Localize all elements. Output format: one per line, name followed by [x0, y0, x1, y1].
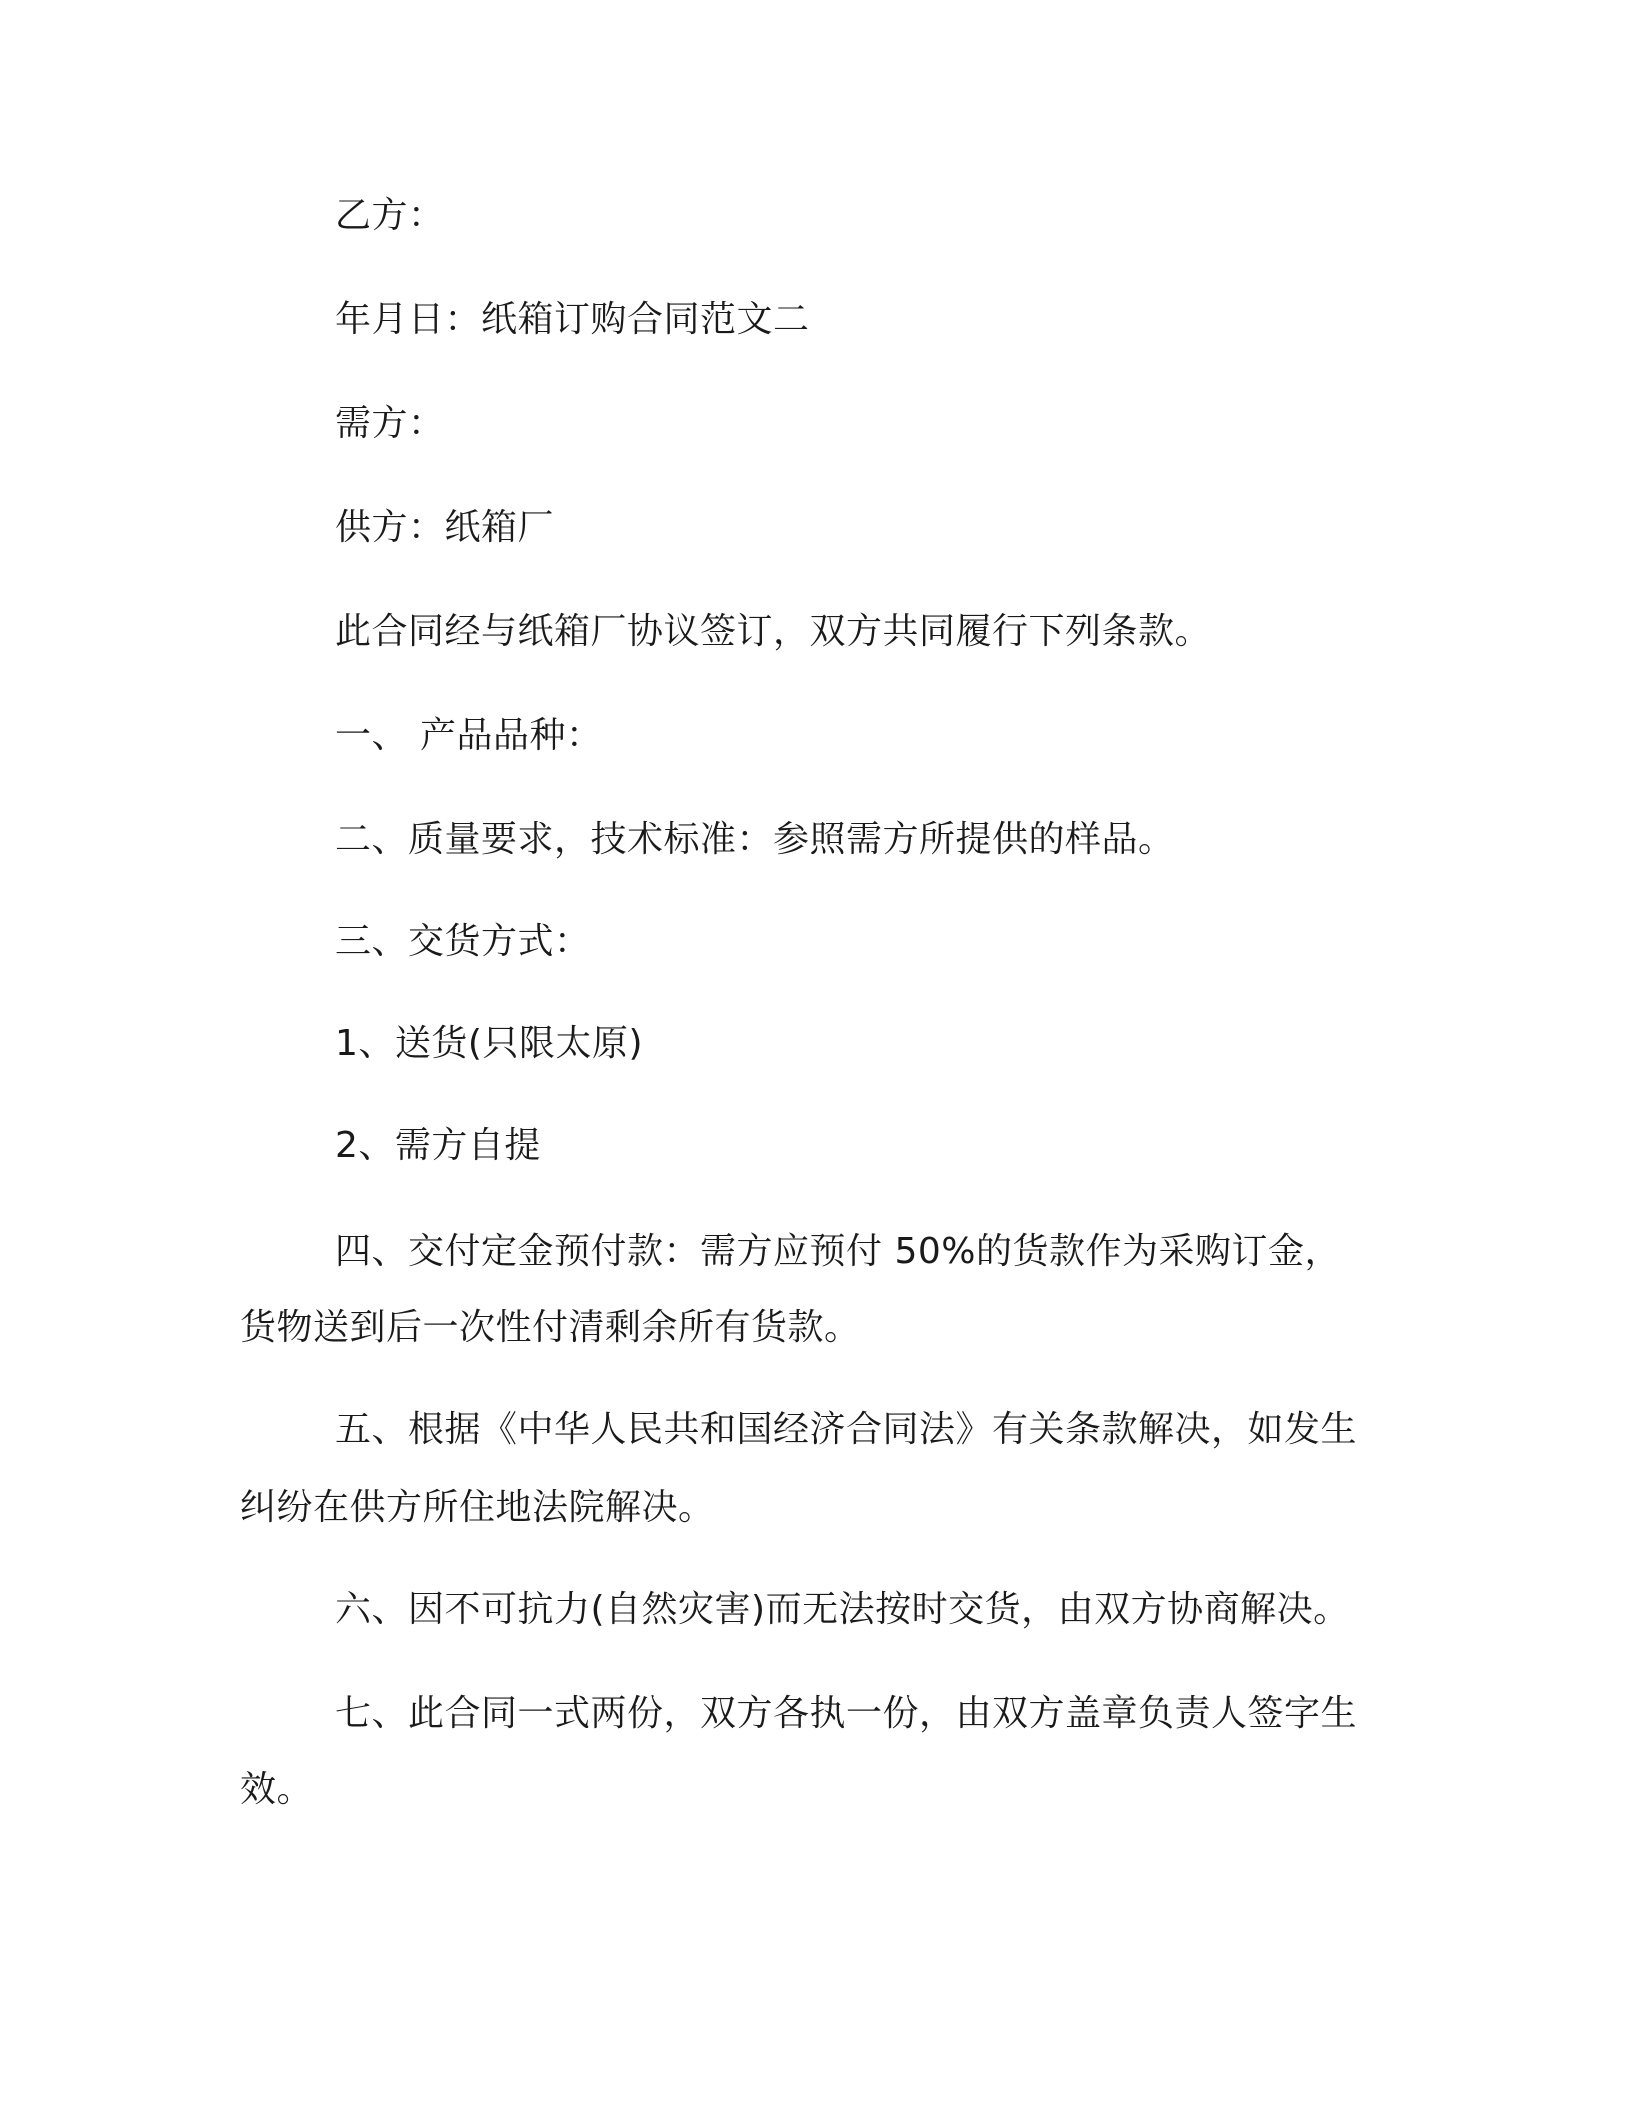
clause-1: 一、 产品品种：	[335, 715, 603, 756]
date-title-line: 年月日：纸箱订购合同范文二	[335, 299, 810, 340]
clause-7-line-1: 七、此合同一式两份，双方各执一份，由双方盖章负责人签字生	[335, 1693, 1358, 1734]
clause-3-item-2: 2、需方自提	[335, 1125, 541, 1166]
clause-2: 二、质量要求，技术标准：参照需方所提供的样品。	[335, 819, 1175, 860]
clause-5-line-1: 五、根据《中华人民共和国经济合同法》有关条款解决，如发生	[335, 1409, 1358, 1450]
intro-paragraph: 此合同经与纸箱厂协议签订，双方共同履行下列条款。	[335, 611, 1212, 652]
clause-7-line-2: 效。	[240, 1769, 314, 1810]
clause-5-line-2: 纠纷在供方所住地法院解决。	[240, 1487, 715, 1528]
clause-3: 三、交货方式：	[335, 921, 591, 962]
supplier-line: 供方：纸箱厂	[335, 507, 555, 548]
party-b-line: 乙方：	[335, 195, 445, 236]
clause-4-line-2: 货物送到后一次性付清剩余所有货款。	[240, 1307, 861, 1348]
buyer-line: 需方：	[335, 403, 445, 444]
clause-6: 六、因不可抗力(自然灾害)而无法按时交货，由双方协商解决。	[335, 1589, 1350, 1630]
clause-4-line-1: 四、交付定金预付款：需方应预付 50%的货款作为采购订金，	[335, 1231, 1341, 1272]
clause-3-item-1: 1、送货(只限太原)	[335, 1023, 643, 1064]
